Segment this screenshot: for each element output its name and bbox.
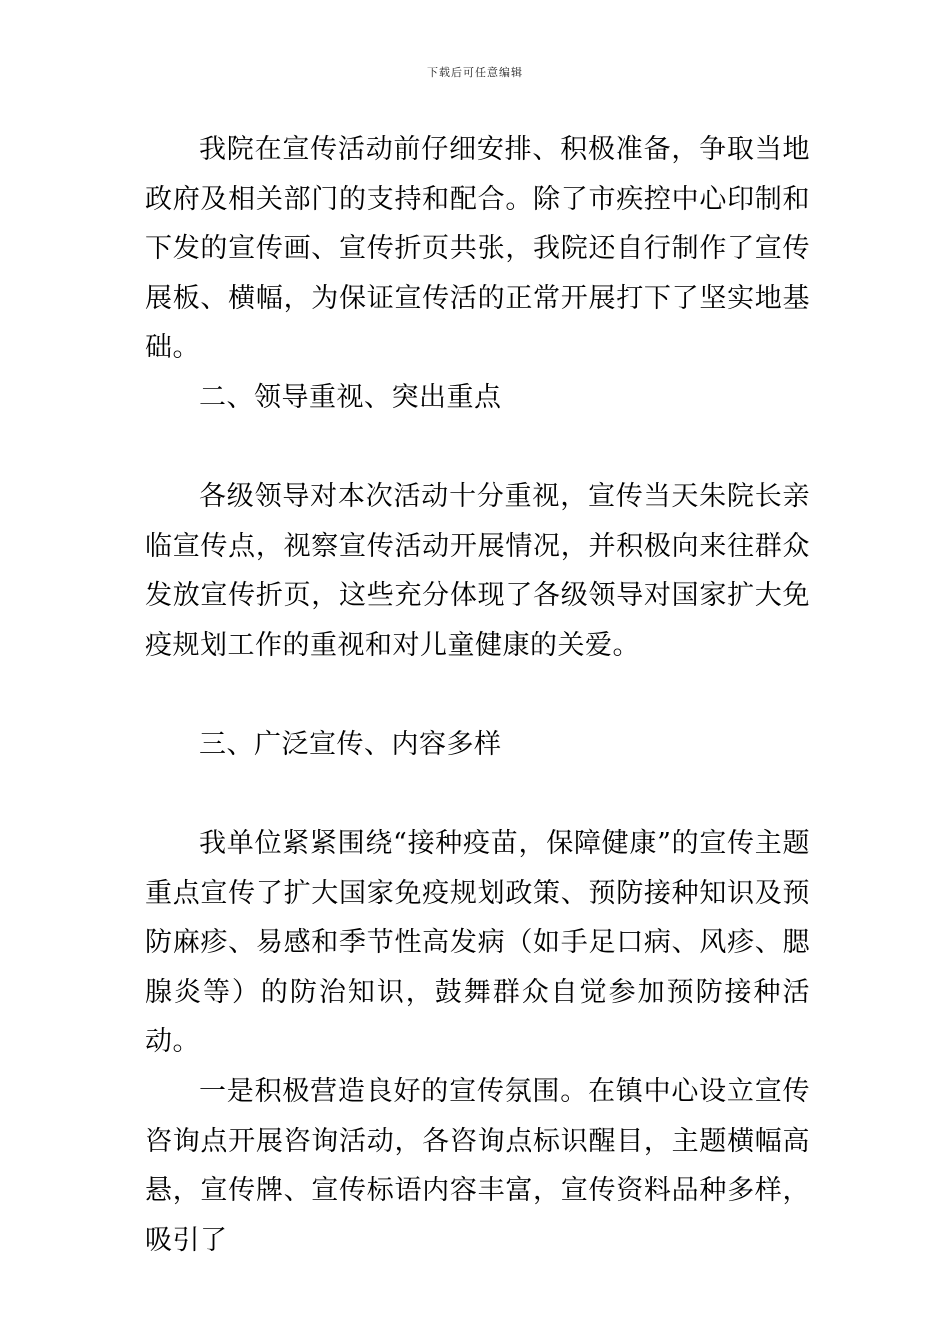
heading-text: 二、领导重视、突出重点 (199, 382, 502, 413)
paragraph-leadership (145, 472, 810, 670)
section-heading-leadership (145, 373, 810, 423)
paragraph-preparation (145, 125, 810, 373)
paragraph-text: 我院在宣传活动前仔细安排、积极准备，争取当地政府及相关部门的支持和配合。除了市疾控中心印制和下发的宣传画、宣传折页共张，我院还自行制作了宣传展板、横幅，为保证宣传活的正常开展打下了坚实地基础。 (145, 134, 810, 363)
paragraph-text: 我单位紧紧围绕“接种疫苗，保障健康”的宣传主题重点宣传了扩大国家免疫规划政策、预防接种知识及预防麻疹、易感和季节性高发病（如手足口病、风疹、腮腺炎等）的防治知识，鼓舞群众自觉参加预防接种活动。 (145, 828, 810, 1057)
heading-text: 三、广泛宣传、内容多样 (199, 729, 502, 760)
paragraph-text: 各级领导对本次活动十分重视，宣传当天朱院长亲临宣传点，视察宣传活动开展情况，并积极向来往群众发放宣传折页，这些充分体现了各级领导对国家扩大免疫规划工作的重视和对儿童健康的关爱。 (145, 481, 810, 661)
header-note: 下载后可任意编辑 (427, 66, 523, 79)
section-heading-publicity (145, 720, 810, 770)
paragraph-publicity (145, 819, 810, 1067)
paragraph-atmosphere (145, 1067, 810, 1265)
paragraph-text: 一是积极营造良好的宣传氛围。在镇中心设立宣传咨询点开展咨询活动，各咨询点标识醒目，主题横幅高悬，宣传牌、宣传标语内容丰富，宣传资料品种多样，吸引了 (145, 1076, 810, 1256)
